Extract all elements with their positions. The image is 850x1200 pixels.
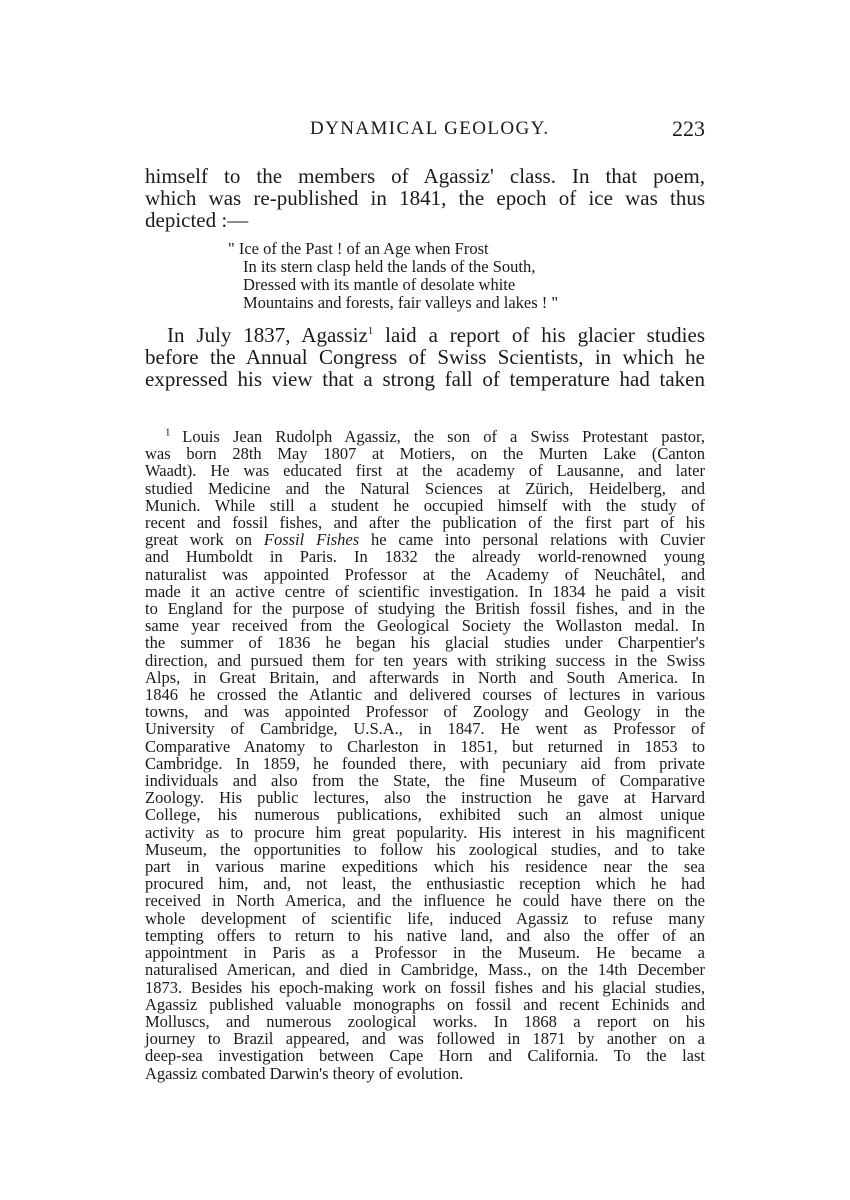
footnote-line: University of Cambridge, U.S.A., in 1847. He went as Professor of bbox=[145, 719, 705, 739]
footnote-line: 1873. Besides his epoch-making work on fossil fishes and his glacial studies, bbox=[145, 977, 705, 997]
footnote-line: Alps, in Great Britain, and afterwards in North and South America. In bbox=[145, 667, 705, 687]
footnote-line: activity as to procure him great popularity. His interest in his magnificent bbox=[145, 822, 705, 842]
footnote-line: direction, and pursued them for ten years with striking success in the Swiss bbox=[145, 650, 705, 670]
poem-line: Mountains and forests, fair valleys and lakes ! " bbox=[243, 293, 559, 312]
footnote-line: procured him, and, not least, the enthusiastic reception which he had bbox=[145, 874, 705, 894]
footnote-line: studied Medicine and the Natural Sciences at Zürich, Heidelberg, and bbox=[145, 478, 705, 498]
page-number: 223 bbox=[672, 116, 705, 141]
footnote-line: journey to Brazil appeared, and was followed in 1871 by another on a bbox=[145, 1029, 705, 1049]
running-head-title: DYNAMICAL GEOLOGY. bbox=[310, 118, 550, 139]
paragraph-intro bbox=[145, 165, 705, 231]
footnote-line: Cambridge. In 1859, he founded there, with pecuniary aid from private bbox=[145, 753, 705, 773]
footnote-line: and Humboldt in Paris. In 1832 the already world-renowned young bbox=[145, 547, 705, 567]
footnote-line: the summer of 1836 he began his glacial studies under Charpentier's bbox=[145, 633, 705, 653]
footnote-line: received in North America, and the influence he could have there on the bbox=[145, 891, 705, 911]
footnote-line: was born 28th May 1807 at Motiers, on the Murten Lake (Canton bbox=[145, 444, 705, 464]
footnote-line: Agassiz published valuable monographs on fossil and recent Echinids and bbox=[145, 994, 705, 1014]
footnote-number: 1 bbox=[165, 426, 183, 439]
footnote-marker: 1 bbox=[367, 325, 374, 337]
footnote-line: great work on Fossil Fishes he came into personal relations with Cuvier bbox=[145, 530, 705, 550]
footnote-line: Zoology. His public lectures, also the instruction he gave at Harvard bbox=[145, 788, 705, 808]
footnote-line: Museum, the opportunities to follow his zoological studies, and to take bbox=[145, 839, 705, 859]
footnote-line: Comparative Anatomy to Charleston in 1851, but returned in 1853 to bbox=[145, 736, 705, 756]
poem-line: In its stern clasp held the lands of the South, bbox=[243, 257, 536, 276]
book-title-italic: Fossil Fishes bbox=[263, 530, 360, 550]
text-line: depicted :— bbox=[145, 208, 249, 232]
footnote-line: part in various marine expeditions which his residence near the sea bbox=[145, 857, 705, 877]
footnote-line: Waadt). He was educated first at the academy of Lausanne, and later bbox=[145, 461, 705, 481]
paragraph-agassiz-report bbox=[145, 324, 705, 390]
text-line: expressed his view that a strong fall of temperature had taken bbox=[145, 367, 705, 391]
footnote-line: to England for the purpose of studying the British fossil fishes, and in the bbox=[145, 599, 705, 619]
footnote-line: recent and fossil fishes, and after the publication of the first part of his bbox=[145, 513, 705, 533]
footnote bbox=[145, 428, 705, 1082]
footnote-line: individuals and also from the State, the fine Museum of Comparative bbox=[145, 771, 705, 791]
text-fragment: In July 1837, Agassiz bbox=[167, 323, 368, 347]
text-fragment: laid a report of his glacier studies bbox=[373, 323, 705, 347]
running-head bbox=[145, 118, 705, 148]
footnote-line: Agassiz combated Darwin's theory of evolution. bbox=[145, 1063, 464, 1083]
footnote-line: naturalist was appointed Professor at the Academy of Neuchâtel, and bbox=[145, 564, 705, 584]
text-line: himself to the members of Agassiz' class. In that poem, bbox=[145, 164, 705, 188]
footnote-line: appointment in Paris as a Professor in the Museum. He became a bbox=[145, 943, 705, 963]
footnote-line: towns, and was appointed Professor of Zoology and Geology in the bbox=[145, 702, 705, 722]
poem-quotation bbox=[228, 240, 558, 312]
footnote-line: same year received from the Geological Society the Wollaston medal. In bbox=[145, 616, 705, 636]
text-line: which was re-published in 1841, the epoch of ice was thus bbox=[145, 186, 705, 210]
footnote-line: College, his numerous publications, exhibited such an almost unique bbox=[145, 805, 705, 825]
footnote-line: tempting offers to return to his native land, and also the offer of an bbox=[145, 925, 705, 945]
footnote-line: Molluscs, and numerous zoological works. In 1868 a report on his bbox=[145, 1011, 705, 1031]
footnote-line: naturalised American, and died in Cambridge, Mass., on the 14th December bbox=[145, 960, 705, 980]
footnote-line: deep-sea investigation between Cape Horn and California. To the last bbox=[145, 1046, 705, 1066]
footnote-line: Munich. While still a student he occupied himself with the study of bbox=[145, 495, 705, 515]
text-line bbox=[145, 324, 705, 346]
footnote-line: $^1$ Louis Jean Rudolph Agassiz, the son of a Swiss Protestant pastor, bbox=[165, 426, 705, 446]
footnote-line: whole development of scientific life, induced Agassiz to refuse many bbox=[145, 908, 705, 928]
poem-line: " Ice of the Past ! of an Age when Frost bbox=[228, 239, 489, 258]
text-line: before the Annual Congress of Swiss Scientists, in which he bbox=[145, 345, 705, 369]
poem-line: Dressed with its mantle of desolate white bbox=[243, 275, 516, 294]
footnote-line: 1846 he crossed the Atlantic and delivered courses of lectures in various bbox=[145, 685, 705, 705]
footnote-line: made it an active centre of scientific investigation. In 1834 he paid a visit bbox=[145, 581, 705, 601]
